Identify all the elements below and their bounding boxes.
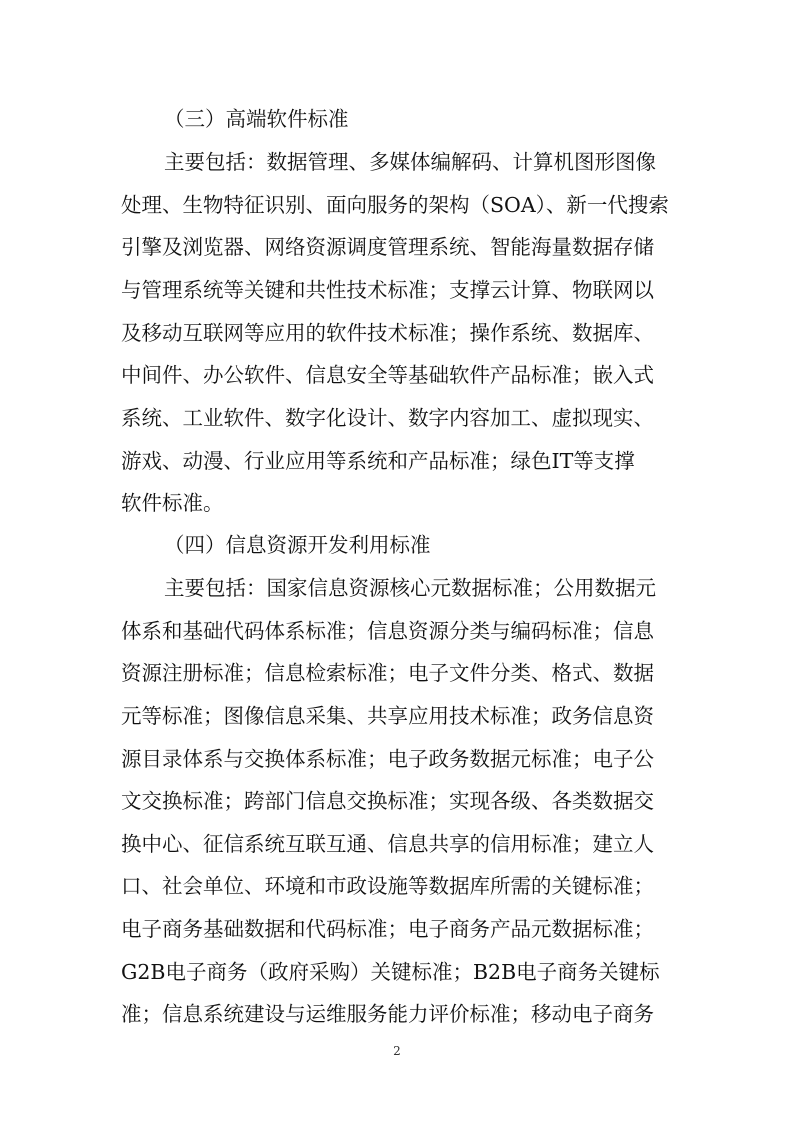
section-heading: （四）信息资源开发利用标准 bbox=[164, 533, 431, 557]
paragraph-line: 体系和基础代码体系标准；信息资源分类与编码标准；信息 bbox=[121, 619, 654, 643]
paragraph-line: 主要包括：国家信息资源核心元数据标准；公用数据元 bbox=[164, 576, 656, 600]
page-number: 2 bbox=[393, 1044, 401, 1058]
paragraph-line: 系统、工业软件、数字化设计、数字内容加工、虚拟现实、 bbox=[121, 406, 654, 430]
paragraph-line: 及移动互联网等应用的软件技术标准；操作系统、数据库、 bbox=[121, 321, 654, 345]
paragraph-line: 口、社会单位、环境和市政设施等数据库所需的关键标准； bbox=[121, 874, 654, 898]
paragraph-line: G2B电子商务（政府采购）关键标准；B2B电子商务关键标 bbox=[121, 960, 660, 984]
paragraph-line: 引擎及浏览器、网络资源调度管理系统、智能海量数据存储 bbox=[121, 235, 654, 259]
paragraph-line: 处理、生物特征识别、面向服务的架构（SOA）、新一代搜索 bbox=[121, 193, 669, 217]
paragraph-line: 软件标准。 bbox=[121, 491, 224, 515]
paragraph-line: 元等标准；图像信息采集、共享应用技术标准；政务信息资 bbox=[121, 704, 654, 728]
paragraph-line: 资源注册标准；信息检索标准；电子文件分类、格式、数据 bbox=[121, 661, 654, 685]
paragraph-line: 游戏、动漫、行业应用等系统和产品标准；绿色IT等支撑 bbox=[121, 449, 635, 473]
paragraph-line: 准；信息系统建设与运维服务能力评价标准；移动电子商务 bbox=[121, 1002, 654, 1026]
paragraph-line: 文交换标准；跨部门信息交换标准；实现各级、各类数据交 bbox=[121, 789, 654, 813]
paragraph-line: 电子商务基础数据和代码标准；电子商务产品元数据标准； bbox=[121, 917, 654, 941]
paragraph-line: 主要包括：数据管理、多媒体编解码、计算机图形图像 bbox=[164, 150, 656, 174]
paragraph-line: 源目录体系与交换体系标准；电子政务数据元标准；电子公 bbox=[121, 747, 654, 771]
paragraph-line: 中间件、办公软件、信息安全等基础软件产品标准；嵌入式 bbox=[121, 363, 654, 387]
paragraph-line: 与管理系统等关键和共性技术标准；支撑云计算、物联网以 bbox=[121, 278, 654, 302]
paragraph-line: 换中心、征信系统互联互通、信息共享的信用标准；建立人 bbox=[121, 832, 654, 856]
section-heading: （三）高端软件标准 bbox=[164, 107, 349, 131]
